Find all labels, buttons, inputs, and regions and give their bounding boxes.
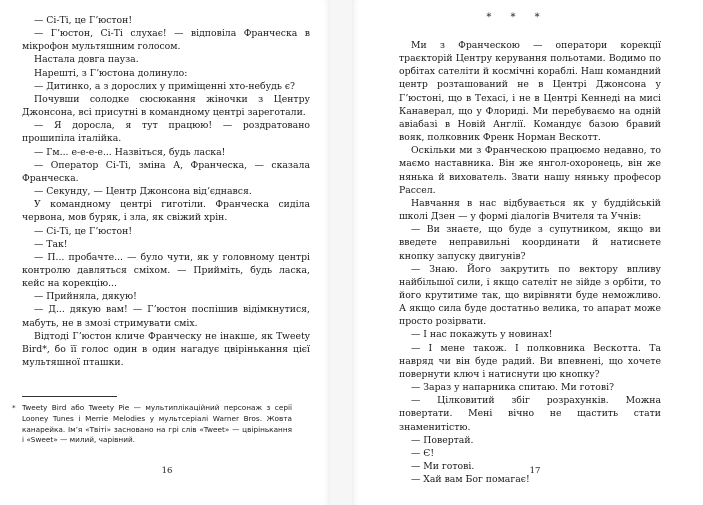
section-ornament: * * * <box>486 12 548 23</box>
paragraph: Оскільки ми з Франческою працюємо недавно, то маємо наставника. Він же янгол-охоронець, він же нянька й вихователь. Звати нашу няньку професор Рассел. <box>399 145 661 196</box>
paragraph: — Цілковитий збіг розрахунків. Можна повертати. Мені вічно не щастить стати знаменитістю. <box>399 395 661 433</box>
paragraph: — Ми готові. <box>411 461 475 472</box>
paragraph: — Дитинко, а з дорослих у приміщенні хто-небудь є? <box>34 80 296 92</box>
paragraph: — І мене також. І полковника Вескотта. Та навряд чи він буде радий. Ви впевнені, що хочете повернути ключ і натиснути цю кнопку? <box>399 342 661 380</box>
paragraph: — Секунду, — Центр Джонсона відʼєднався. <box>34 186 252 198</box>
paragraph: — Д... дякую вам! — Гʼюстон поспішив відімкнутися, мабуть, не в змозі стримувати сміх. <box>22 304 310 329</box>
right-page <box>352 0 682 505</box>
paragraph: — Зараз у напарника спитаю. Ми готові? <box>411 382 615 394</box>
paragraph: — Гʼюстон, Сі-Ті слухає! — відповіла Франческа в мікрофон мультяшним голосом. <box>22 28 310 53</box>
paragraph: — Сі-Ті, це Гʼюстон! <box>34 15 133 26</box>
right-text-column <box>399 39 661 486</box>
paragraph: — Я доросла, я тут працюю! — роздратовано прошипіла італійка. <box>22 120 310 145</box>
paragraph: — І нас покажуть у новинах! <box>411 329 553 341</box>
footnote-rule <box>22 396 117 397</box>
footnote <box>12 403 292 446</box>
paragraph: — Прийняла, дякую! <box>34 291 137 303</box>
left-text-column <box>22 14 310 369</box>
footnote-text: Tweety Bird або Tweety Pie — мультиплікаційний персонаж з серії Looney Tunes і Merrie Melodies у мультсеріалі Warner Bros. Жовта канарейка. Імʼя «Твіті» засновано на грі слів «Tweet» — цвірінькання і «Sweet» — милий, чарівний. <box>22 403 292 445</box>
left-page <box>0 0 330 505</box>
paragraph: — П... пробачте... — було чути, як у головному центрі контролю давляться сміхом. — Прийміть, будь ласка, кейс на корекцію... <box>22 251 310 290</box>
paragraph: Настала довга пауза. <box>34 54 139 66</box>
paragraph: — Гм... е-е-е-е... Назвіться, будь ласка! <box>34 146 226 158</box>
paragraph: — Повертай. <box>411 434 474 446</box>
page-number-left: 16 <box>161 466 173 476</box>
paragraph: Почувши солодке сюсюкання жіночки з Центру Джонсона, всі присутні в командному центрі зареготали. <box>22 93 310 119</box>
paragraph: Навчання в нас відбувається як у буддійській школі Дзен — у формі діалогів Вчителя та Учнів: <box>399 197 661 223</box>
paragraph: — Хай вам Бог помагає! <box>411 474 530 486</box>
paragraph: Відтоді Гʼюстон кличе Франческу не інакше, як Tweety Bird*, бо її голос один в один нагадує цвірінькання цієї мультяшної пташки. <box>22 330 310 369</box>
paragraph: — Ви знаєте, що буде з супутником, якщо ви введете неправильні координати й натиснете кнопку запуску двигунів? <box>399 224 661 262</box>
paragraph: Нарешті, з Гʼюстона долинуло: <box>34 67 188 79</box>
paragraph: — Оператор Сі-Ті, зміна А, Франческа, — сказала Франческа. <box>22 159 310 184</box>
paragraph: Ми з Франческою — оператори корекції траєкторій Центру керування польотами. Водимо по орбітах сателіти й космічні кораблі. Наш командний центр розташований не в Центрі Джонсона у Гʼюстоні, що в Техасі, і не в Центрі Кеннеді на мисі Канаверал, що у Флориді. Ми перебуваємо на одній авіабазі в Новій Англії. Командує базою бравий вояк, полковник Френк Норман Вескотт. <box>399 40 661 144</box>
paragraph: — Так! <box>34 238 68 250</box>
footnote-marker: * <box>12 403 16 412</box>
spine-gutter <box>330 0 352 505</box>
paragraph: — Є! <box>411 447 435 459</box>
paragraph: У командному центрі гиготіли. Франческа сиділа червона, мов буряк, і зла, як свіжий хрін. <box>22 199 310 224</box>
paragraph: — Сі-Ті, це Гʼюстон! <box>34 225 133 237</box>
paragraph: — Знаю. Його закрутить по вектору впливу найбільшої сили, і якщо сателіт не зійде з орбіти, то його крутитиме так, що вирівняти буде неможливо. А якщо сила буде достатньо велика, то апарат може просто розірвати. <box>399 263 661 328</box>
page-number-right: 17 <box>529 466 541 476</box>
